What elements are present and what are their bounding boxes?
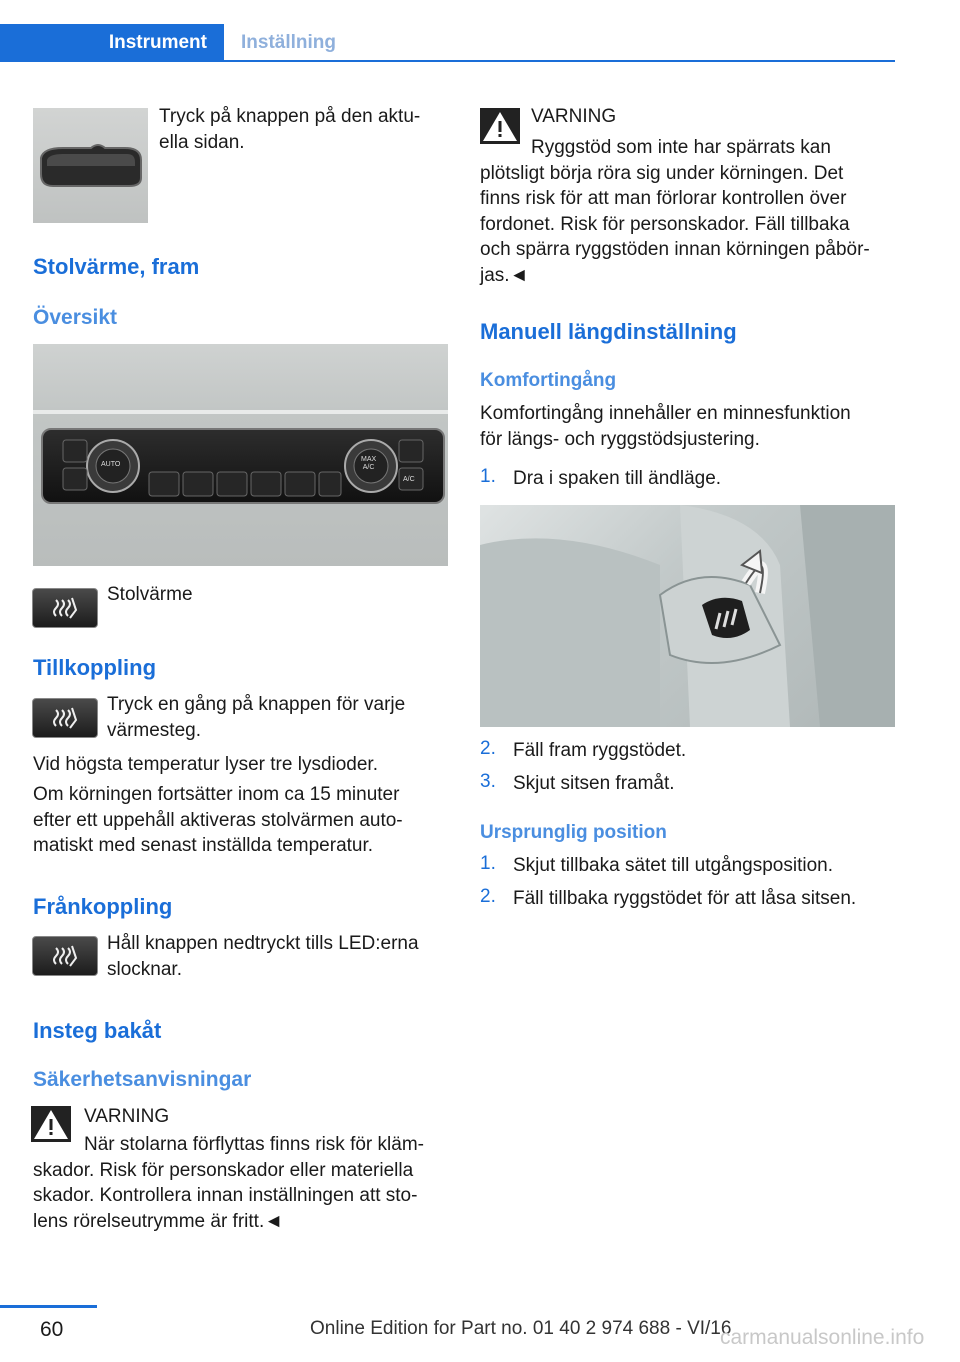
seat-heat-icon [52, 596, 78, 620]
seat-heating-button-icon [32, 588, 98, 628]
warning-1-label: VARNING [84, 1106, 170, 1127]
seat-heat-icon [52, 706, 78, 730]
panel-trim-line [33, 410, 448, 414]
edition-text: Online Edition for Part no. 01 40 2 974 688 - VI/16 [310, 1318, 732, 1339]
warning-2-label: VARNING [531, 106, 617, 127]
original-position-title: Ursprunglig position [480, 822, 667, 843]
climate-panel-photo [33, 344, 448, 566]
list-item [480, 738, 900, 771]
seat-release-button-photo [33, 108, 148, 223]
warning-2-text: Ryggstöd som inte har spärrats kan plötsligt börja röra sig under körningen. Det finns risk för att man förlorar kontrollen över fordonet. Risk för personskador. Fäll tillbaka och spärra ryggstöden innan körningen påbör- jas.◄ [480, 137, 870, 286]
switch-on-paragraph-2: Om körningen fortsätter inom ca 15 minuter efter ett uppehåll aktiveras stolvärmen auto- matiskt med senast inställda temperatur. [33, 784, 403, 856]
footer-accent-line [0, 1305, 97, 1308]
warning-1-text: När stolarna förflyttas finns risk för kläm- skador. Risk för personskador eller materiella skador. Kontrollera innan inställningen att sto- lens rörelseutrymme är fritt.◄ [33, 1134, 424, 1232]
seat-lever-photo [480, 505, 895, 727]
page-number: 60 [40, 1318, 64, 1341]
steps-list-b [480, 738, 900, 797]
switch-off-step: Håll knappen nedtryckt tills LED:erna slocknar. [107, 933, 419, 980]
seat-heating-button-icon-on [32, 698, 98, 738]
ac-label: A/C [403, 476, 415, 483]
list-number: 2. [480, 886, 496, 907]
seat-heat-icon [52, 944, 78, 968]
steps-list-c [480, 853, 900, 912]
switch-on-paragraph-1: Vid högsta temperatur lyser tre lysdioder. [33, 754, 378, 775]
list-item [480, 853, 900, 886]
watermark-text: carmanualsonline.info [720, 1326, 925, 1349]
list-number: 1. [480, 853, 496, 874]
overview-title: Översikt [33, 306, 118, 329]
seat-heating-label: Stolvärme [107, 584, 193, 605]
comfort-entry-title: Komfortingång [480, 370, 617, 391]
list-item [480, 466, 900, 492]
release-button-icon [33, 108, 148, 223]
list-number: 3. [480, 771, 496, 792]
header-divider [0, 60, 895, 62]
safety-title: Säkerhetsanvisningar [33, 1068, 252, 1091]
switch-on-title: Tillkoppling [33, 655, 157, 680]
header-tabbar [0, 0, 895, 62]
seat-lever-drawing [480, 505, 895, 727]
climate-control-panel [41, 428, 445, 504]
tab-installning[interactable]: Inställning [241, 31, 336, 53]
manual-adjust-title: Manuell längdinställning [480, 319, 737, 344]
list-text: Skjut sitsen framåt. [513, 773, 675, 794]
switch-on-step: Tryck en gång på knappen för varje värmesteg. [107, 694, 406, 741]
auto-label: AUTO [101, 461, 121, 468]
list-text: Fäll tillbaka ryggstödet för att låsa sitsen. [513, 888, 857, 909]
list-number: 1. [480, 466, 496, 487]
list-text: Fäll fram ryggstödet. [513, 740, 687, 761]
rear-entry-title: Insteg bakåt [33, 1018, 162, 1043]
max-ac-label: MAX A/C [361, 456, 377, 471]
comfort-entry-text: Komfortingång innehåller en minnesfunktion för längs- och ryggstödsjustering. [480, 403, 851, 450]
tab-instrument[interactable]: Instrument [0, 24, 224, 61]
list-text: Skjut tillbaka sätet till utgångsposition. [513, 855, 834, 876]
steps-list-a [480, 466, 900, 492]
list-item [480, 771, 900, 797]
release-button-caption: Tryck på knappen på den aktu- ella sidan. [159, 106, 421, 153]
seat-heating-button-icon-off [32, 936, 98, 976]
list-text: Dra i spaken till ändläge. [513, 468, 722, 489]
list-item [480, 886, 900, 912]
switch-off-title: Frånkoppling [33, 894, 173, 919]
list-number: 2. [480, 738, 496, 759]
section-title-seat-heating: Stolvärme, fram [33, 254, 200, 279]
